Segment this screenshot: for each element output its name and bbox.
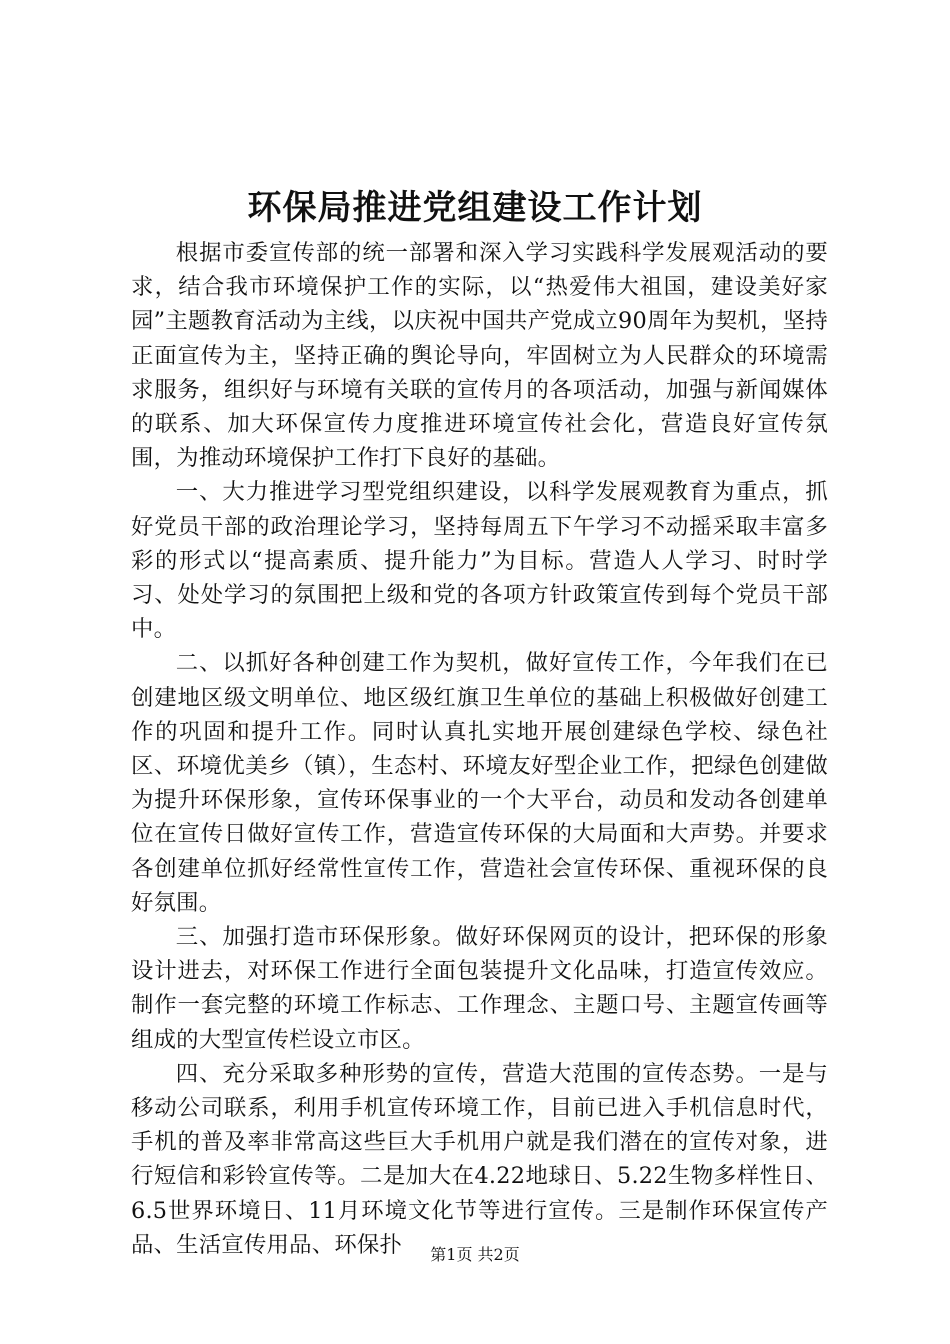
- page-number-footer: 第1页 共2页: [430, 1245, 520, 1264]
- document-body: [131, 236, 828, 1262]
- section-4-paragraph: 四、充分采取多种形势的宣传，营造大范围的宣传态势。一是与移动公司联系，利用手机宣传环境工作，目前已进入手机信息时代，手机的普及率非常高这些巨大手机用户就是我们潜在的宣传对象，进行短信和彩铃宣传等。二是加大在4.22地球日、5.22生物多样性日、6.5世界环境日、11月环境文化节等进行宣传。三是制作环保宣传产品、生活宣传用品、环保扑: [131, 1060, 828, 1258]
- section-3-paragraph: 三、加强打造市环保形象。做好环保网页的设计，把环保的形象设计进去，对环保工作进行全面包装提升文化品味，打造宣传效应。制作一套完整的环境工作标志、工作理念、主题口号、主题宣传画等组成的大型宣传栏设立市区。: [131, 924, 828, 1053]
- section-2-paragraph: 二、以抓好各种创建工作为契机，做好宣传工作，今年我们在已创建地区级文明单位、地区级红旗卫生单位的基础上积极做好创建工作的巩固和提升工作。同时认真扎实地开展创建绿色学校、绿色社区、环境优美乡（镇），生态村、环境友好型企业工作，把绿色创建做为提升环保形象，宣传环保事业的一个大平台，动员和发动各创建单位在宣传日做好宣传工作，营造宣传环保的大局面和大声势。并要求各创建单位抓好经常性宣传工作，营造社会宣传环保、重视环保的良好氛围。: [131, 650, 828, 916]
- section-1-paragraph: 一、大力推进学习型党组织建设，以科学发展观教育为重点，抓好党员干部的政治理论学习，坚持每周五下午学习不动摇采取丰富多彩的形式以“提高素质、提升能力”为目标。营造人人学习、时时学习、处处学习的氛围把上级和党的各项方针政策宣传到每个党员干部中。: [131, 479, 828, 643]
- intro-paragraph: 根据市委宣传部的统一部署和深入学习实践科学发展观活动的要求，结合我市环境保护工作的实际，以“热爱伟大祖国，建设美好家园”主题教育活动为主线，以庆祝中国共产党成立90周年为契机，坚持正面宣传为主，坚持正确的舆论导向，牢固树立为人民群众的环境需求服务，组织好与环境有关联的宣传月的各项活动，加强与新闻媒体的联系、加大环保宣传力度推进环境宣传社会化，营造良好宣传氛围，为推动环境保护工作打下良好的基础。: [131, 240, 828, 472]
- document-title: 环保局推进党组建设工作计划: [247, 188, 703, 228]
